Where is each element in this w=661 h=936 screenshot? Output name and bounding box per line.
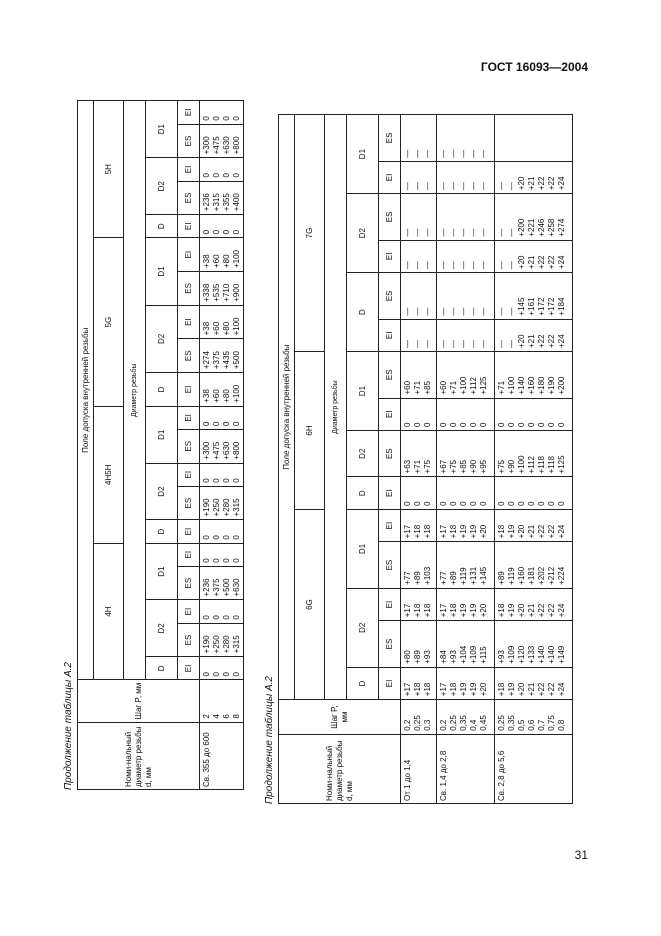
ei-header: EI <box>178 520 200 543</box>
deviation-values: +300 +475 +630 +800 <box>200 124 244 158</box>
table-row <box>200 101 244 790</box>
deviation-values: — — +145 +161 +172 +172 +184 <box>495 273 573 320</box>
deviation-values: — — — — — <box>437 240 495 272</box>
es-header: ES <box>379 542 401 589</box>
ei-header: EI <box>178 600 200 623</box>
deviation-values: +17 +18 +19 +19 +20 <box>437 588 495 620</box>
deviation-values: +190 +250 +280 +315 <box>200 486 244 520</box>
zone-header: 5G <box>94 238 124 406</box>
deviation-values: +38 +60 +80 +100 <box>200 238 244 272</box>
zone-header: 6G <box>295 509 325 699</box>
page-number: 31 <box>574 848 588 862</box>
deviation-values: +38 +60 +80 +100 <box>200 305 244 339</box>
es-header: ES <box>178 566 200 600</box>
deviation-values: — — — <box>401 240 437 272</box>
deviation-values: +89 +119 +160 +181 +202 +212 +224 <box>495 542 573 589</box>
es-header: ES <box>178 181 200 215</box>
diameter-d2-header: D2 <box>347 194 379 273</box>
deviation-values: +17 +18 +18 <box>401 667 437 699</box>
deviation-values: — — +20 +21 +22 +22 +24 <box>495 319 573 351</box>
group-label: От 1 до 1,4 <box>401 734 437 803</box>
diameter-header: Диаметр резьбы <box>325 115 347 700</box>
deviation-values: 0 0 0 0 <box>200 406 244 429</box>
diameter-d-header: D <box>347 273 379 352</box>
deviation-values: 0 0 0 0 <box>200 520 244 543</box>
diameter-header: Диаметр резьбы <box>124 101 146 680</box>
table-a-rotated-wrapper <box>61 100 244 790</box>
deviation-values: 0 0 0 <box>401 398 437 430</box>
deviation-values: +18 +19 +20 +21 +22 +22 +24 <box>495 588 573 620</box>
deviation-values: 0 0 0 0 <box>200 543 244 566</box>
table-b <box>278 114 573 804</box>
pitch-header: Шаг P, мм <box>78 680 200 722</box>
tolerance-field-header: Поле допуска внутренней резьбы <box>279 115 295 700</box>
deviation-values: 0 0 0 0 0 0 0 <box>495 398 573 430</box>
pitch-values: 0,2 0,25 0,35 0,4 0,45 <box>437 700 495 735</box>
group-label: Св. 2,8 до 5,6 <box>495 734 573 803</box>
deviation-values: +18 +19 +20 +21 +22 +22 +24 <box>495 509 573 541</box>
zone-header: 7G <box>295 115 325 352</box>
deviation-values: — — — <box>401 161 437 193</box>
deviation-values: — — — — — <box>437 194 495 241</box>
ei-header: EI <box>379 509 401 541</box>
deviation-values: +60 +71 +100 +112 +125 <box>437 352 495 399</box>
table-a-caption: Продолжение таблицы А.2 <box>63 662 74 790</box>
es-header: ES <box>379 352 401 399</box>
deviation-values: 0 0 0 0 <box>200 215 244 238</box>
deviation-values: — — +200 +221 +246 +258 +274 <box>495 194 573 241</box>
deviation-values: +38 +60 +80 +100 <box>200 373 244 407</box>
deviation-values: +75 +90 +100 +112 +118 +118 +125 <box>495 430 573 477</box>
table-b-caption: Продолжение таблицы А.2 <box>264 676 275 804</box>
ei-header: EI <box>379 319 401 351</box>
diameter-d-header: D <box>146 657 178 680</box>
zone-header: 6H <box>295 352 325 510</box>
ei-header: EI <box>379 667 401 699</box>
pitch-values: 0,2 0,25 0,3 <box>401 700 437 735</box>
tolerance-field-header: Поле допуска внутренней резьбы <box>78 101 94 680</box>
deviation-values: +80 +89 +93 <box>401 621 437 668</box>
diameter-d2-header: D2 <box>347 430 379 477</box>
zone-header: 5H <box>94 101 124 238</box>
deviation-values: +236 +315 +355 +400 <box>200 181 244 215</box>
deviation-values <box>495 115 573 162</box>
pitch-values: 2 4 6 8 <box>200 680 244 722</box>
ei-header: EI <box>178 657 200 680</box>
deviation-values: — — — — — <box>437 161 495 193</box>
deviation-values: +77 +89 +103 <box>401 542 437 589</box>
diameter-d2-header: D2 <box>347 588 379 667</box>
deviation-values: — — — — — <box>437 273 495 320</box>
ei-header: EI <box>178 158 200 181</box>
ei-header: EI <box>178 238 200 272</box>
diameter-d1-header: D1 <box>146 543 178 600</box>
deviation-values: — — — — — <box>437 115 495 162</box>
table-row <box>437 115 495 804</box>
ei-header: EI <box>379 240 401 272</box>
deviation-values: 0 0 0 <box>401 477 437 509</box>
deviation-values: — — — <box>401 273 437 320</box>
es-header: ES <box>379 194 401 241</box>
pitch-values: 0,25 0,35 0,5 0,6 0,7 0,75 0,8 <box>495 700 573 735</box>
nominal-diameter-header: Номи-нальный диаметр резьбы d, мм <box>78 722 200 789</box>
ei-header: EI <box>178 215 200 238</box>
diameter-d2-header: D2 <box>146 600 178 657</box>
diameter-d2-header: D2 <box>146 463 178 520</box>
diameter-d-header: D <box>146 215 178 238</box>
deviation-values: — — — <box>401 115 437 162</box>
es-header: ES <box>379 621 401 668</box>
deviation-values: — — — <box>401 319 437 351</box>
diameter-d1-header: D1 <box>146 406 178 463</box>
ei-header: EI <box>379 588 401 620</box>
deviation-values: 0 0 0 0 0 0 0 <box>495 477 573 509</box>
diameter-d-header: D <box>347 477 379 509</box>
nominal-diameter-header: Номи-нальный диаметр резьбы d, мм <box>279 734 401 803</box>
table-a <box>77 100 244 790</box>
deviation-values: +71 +100 +140 +160 +180 +190 +200 <box>495 352 573 399</box>
diameter-d1-header: D1 <box>146 238 178 305</box>
deviation-values: 0 0 0 0 0 <box>437 398 495 430</box>
pitch-header: Шаг P, мм <box>279 700 401 735</box>
ei-header: EI <box>178 373 200 407</box>
ei-header: EI <box>379 477 401 509</box>
diameter-d-header: D <box>347 667 379 699</box>
diameter-d1-header: D1 <box>146 101 178 158</box>
ei-header: EI <box>178 305 200 339</box>
deviation-values: +190 +250 +280 +315 <box>200 623 244 657</box>
deviation-values: — — +20 +21 +22 +22 +24 <box>495 240 573 272</box>
table-b-rotated-wrapper <box>262 114 573 804</box>
deviation-values: +17 +18 +18 <box>401 509 437 541</box>
diameter-d1-header: D1 <box>347 115 379 194</box>
ei-header: EI <box>178 463 200 486</box>
ei-header: EI <box>379 398 401 430</box>
deviation-values: 0 0 0 0 <box>200 158 244 181</box>
deviation-values: +274 +375 +435 +500 <box>200 339 244 373</box>
deviation-values: +60 +71 +85 <box>401 352 437 399</box>
deviation-values: +17 +18 +18 <box>401 588 437 620</box>
es-header: ES <box>178 124 200 158</box>
es-header: ES <box>178 623 200 657</box>
deviation-values: +77 +89 +119 +131 +145 <box>437 542 495 589</box>
table-row <box>495 115 573 804</box>
deviation-values: 0 0 0 0 <box>200 101 244 125</box>
deviation-values: +17 +18 +19 +19 +20 <box>437 509 495 541</box>
group-label: Св. 1,4 до 2,8 <box>437 734 495 803</box>
es-header: ES <box>379 115 401 162</box>
deviation-values: +338 +535 +710 +900 <box>200 272 244 306</box>
deviation-values: 0 0 0 0 <box>200 463 244 486</box>
deviation-values: +17 +18 +19 +19 +20 <box>437 667 495 699</box>
diameter-d2-header: D2 <box>146 305 178 372</box>
ei-header: EI <box>178 101 200 125</box>
deviation-values: +84 +93 +104 +109 +115 <box>437 621 495 668</box>
group-label: Св. 355 до 600 <box>200 722 244 789</box>
ei-header: EI <box>379 161 401 193</box>
es-header: ES <box>178 429 200 463</box>
diameter-d-header: D <box>146 520 178 543</box>
deviation-values: +93 +109 +120 +133 +140 +140 +149 <box>495 621 573 668</box>
deviation-values: +236 +375 +500 +630 <box>200 566 244 600</box>
zone-header: 4H <box>94 543 124 680</box>
diameter-d1-header: D1 <box>347 509 379 588</box>
deviation-values: +300 +475 +630 +800 <box>200 429 244 463</box>
deviation-values: — — — <box>401 194 437 241</box>
es-header: ES <box>379 273 401 320</box>
deviation-values: +18 +19 +20 +21 +22 +22 +24 <box>495 667 573 699</box>
es-header: ES <box>178 339 200 373</box>
deviation-values: 0 0 0 0 0 <box>437 477 495 509</box>
deviation-values: 0 0 0 0 <box>200 600 244 623</box>
document-header: ГОСТ 16093—2004 <box>480 60 588 74</box>
deviation-values: 0 0 0 0 <box>200 657 244 680</box>
es-header: ES <box>178 272 200 306</box>
diameter-d2-header: D2 <box>146 158 178 215</box>
diameter-d-header: D <box>146 373 178 407</box>
es-header: ES <box>379 430 401 477</box>
deviation-values: +63 +71 +75 <box>401 430 437 477</box>
ei-header: EI <box>178 543 200 566</box>
deviation-values: — — +20 +21 +22 +22 +24 <box>495 161 573 193</box>
es-header: ES <box>178 486 200 520</box>
table-row <box>401 115 437 804</box>
ei-header: EI <box>178 406 200 429</box>
diameter-d1-header: D1 <box>347 352 379 431</box>
deviation-values: — — — — — <box>437 319 495 351</box>
zone-header: 4H5H <box>94 406 124 543</box>
deviation-values: +67 +75 +85 +90 +95 <box>437 430 495 477</box>
